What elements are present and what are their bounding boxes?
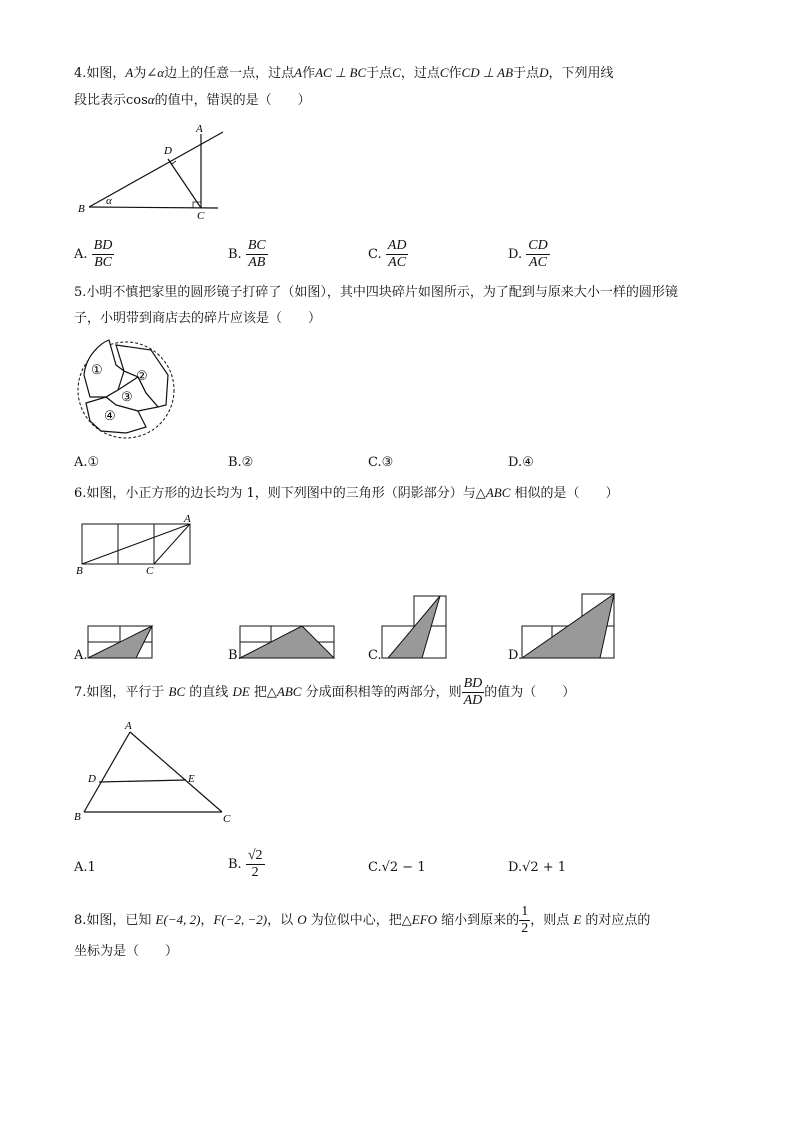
- q8-text: 缩小到原来的: [437, 913, 520, 928]
- option-label: A.: [74, 247, 88, 262]
- q5-line2: 子，小明带到商店去的碎片应该是（ ）: [74, 311, 322, 326]
- option-expr: √2 + 1: [522, 860, 567, 875]
- frac-num: CD: [528, 238, 548, 253]
- q4-stem: [74, 60, 734, 114]
- q6-label-b: B: [76, 565, 83, 577]
- q6-option-a-label[interactable]: A.: [74, 648, 88, 663]
- q4-expr: AC ⊥ BC: [315, 65, 367, 80]
- q7-figure: [74, 720, 244, 830]
- q4-label-d: D: [164, 145, 172, 157]
- q8-text: ，则点: [530, 913, 574, 928]
- q4-var: A: [125, 65, 134, 80]
- q4-option-b[interactable]: [228, 238, 268, 271]
- q5-piece-4: ④: [104, 409, 116, 424]
- q4-text: 作: [302, 66, 316, 81]
- q7-var: ABC: [276, 684, 302, 699]
- q4-text: 边上的任意一点，过点: [164, 66, 295, 81]
- q8-text: 的对应点的: [581, 913, 651, 928]
- q4-var: C: [439, 65, 449, 80]
- q8-text: ，: [200, 913, 214, 928]
- q4-label-a: A: [196, 123, 203, 135]
- option-label: D.: [508, 247, 523, 262]
- frac-den: AC: [529, 255, 547, 270]
- q5-piece-2: ②: [136, 369, 148, 384]
- q7-option-d[interactable]: [508, 860, 566, 875]
- q4-expr: CD ⊥ AB: [461, 65, 514, 80]
- q6-label-c: C: [146, 565, 154, 577]
- q4-var: C: [392, 65, 401, 80]
- q7-option-b[interactable]: [228, 848, 265, 881]
- q5-stem: [74, 280, 734, 332]
- q5-piece-1: ①: [91, 363, 103, 378]
- q6-option-b-label[interactable]: B.: [228, 648, 242, 663]
- frac-num: 1: [521, 904, 529, 919]
- q4-var: D: [539, 65, 549, 80]
- q8-text: ，以: [267, 913, 298, 928]
- fraction: [246, 238, 268, 271]
- q5-figure: [76, 335, 176, 443]
- q4-label-b: B: [78, 203, 85, 215]
- q4-number: 4.如图，: [74, 66, 126, 81]
- option-label: C.: [368, 860, 382, 875]
- q7-label-a: A: [125, 720, 132, 732]
- q7-option-a[interactable]: A.1: [74, 860, 96, 875]
- option-label: B.: [228, 247, 242, 262]
- q4-cos: cos: [126, 93, 148, 108]
- q4-text: 作: [448, 66, 462, 81]
- option-expr: √2 − 1: [381, 860, 426, 875]
- frac-den: AC: [388, 255, 407, 270]
- frac-num: √2: [247, 848, 263, 863]
- frac-num: BD: [93, 238, 113, 253]
- q6-option-d-figure[interactable]: [520, 592, 616, 660]
- q7-text: 7.如图，平行于: [74, 685, 169, 700]
- q7-label-c: C: [223, 813, 231, 825]
- frac-den: 2: [521, 921, 529, 936]
- q6-option-a-figure[interactable]: [86, 624, 154, 660]
- fraction: [246, 848, 265, 881]
- frac-den: BC: [94, 255, 112, 270]
- q5-option-a[interactable]: A.①: [74, 455, 100, 470]
- q6-option-c-label[interactable]: C.: [368, 648, 382, 663]
- option-label: C.: [368, 247, 382, 262]
- q4-var: α: [147, 92, 155, 107]
- q8-text: 为位似中心，把△: [306, 913, 412, 928]
- q7-text: 把△: [249, 685, 277, 700]
- q7-fraction: [462, 676, 485, 709]
- q7-text: 分成面积相等的两部分，则: [301, 685, 462, 700]
- q6-option-c-figure[interactable]: [380, 594, 448, 660]
- q4-text: 于点: [513, 66, 540, 81]
- q4-label-c: C: [197, 210, 205, 222]
- q6-main-figure: [76, 512, 196, 577]
- q4-text: ，下列用线: [548, 66, 614, 81]
- q7-label-b: B: [74, 811, 81, 823]
- q4-option-a[interactable]: [74, 238, 114, 271]
- q4-text: ，过点: [400, 66, 440, 81]
- option-label: B.: [228, 857, 242, 872]
- q7-label-d: D: [88, 773, 96, 785]
- q6-stem: [74, 480, 734, 507]
- q7-option-c[interactable]: [368, 860, 426, 875]
- frac-num: AD: [387, 238, 407, 253]
- q8-var: EFO: [411, 912, 438, 927]
- q7-stem: [74, 676, 734, 709]
- q5-option-d[interactable]: D.④: [508, 455, 534, 470]
- q7-var: DE: [232, 684, 250, 699]
- q5-piece-3: ③: [121, 390, 133, 405]
- q7-label-e: E: [188, 773, 195, 785]
- q8-point: F(−2, −2): [213, 912, 268, 927]
- q6-text: 6.如图，小正方形的边长均为 1，则下列图中的三角形（阴影部分）与△: [74, 486, 486, 501]
- q7-text: 的直线: [185, 685, 233, 700]
- q6-text: 相似的是（ ）: [510, 486, 619, 501]
- q8-text: 8.如图，已知: [74, 913, 156, 928]
- frac-den: 2: [251, 865, 259, 880]
- q8-fraction: [519, 904, 530, 937]
- q6-option-b-figure[interactable]: [238, 624, 336, 660]
- q4-figure: [76, 122, 226, 222]
- q8-stem: [74, 904, 734, 967]
- q4-text: 为∠: [133, 66, 158, 81]
- q8-var: E: [573, 912, 582, 927]
- q4-text: 于点: [366, 66, 393, 81]
- frac-den: AB: [248, 255, 266, 270]
- q4-var: α: [157, 65, 165, 80]
- q6-label-a: A: [184, 513, 191, 525]
- fraction: [92, 238, 115, 271]
- frac-den: AD: [463, 693, 483, 708]
- q4-text: 的值中，错误的是（ ）: [154, 93, 311, 108]
- q5-option-c[interactable]: C.③: [368, 455, 394, 470]
- q4-option-d[interactable]: [508, 238, 550, 271]
- q8-var: O: [297, 912, 307, 927]
- q6-var: ABC: [485, 485, 511, 500]
- q5-option-b[interactable]: B.②: [228, 455, 254, 470]
- frac-num: BC: [247, 238, 266, 253]
- fraction: [526, 238, 549, 271]
- q4-var: A: [294, 65, 303, 80]
- option-label: D.: [508, 860, 523, 875]
- q8-line2: 坐标为是（ ）: [74, 944, 179, 959]
- q4-option-c[interactable]: [368, 238, 408, 271]
- q4-text: 段比表示: [74, 93, 127, 108]
- q5-line1: 5.小明不慎把家里的圆形镜子打碎了（如图），其中四块碎片如图所示，为了配到与原来大小一样的圆形镜: [74, 285, 678, 300]
- q4-label-alpha: α: [106, 195, 112, 207]
- q8-point: E(−4, 2): [155, 912, 201, 927]
- frac-num: BD: [463, 676, 483, 691]
- fraction: [386, 238, 409, 271]
- q6-option-d-label[interactable]: D.: [508, 648, 523, 663]
- q7-var: BC: [168, 684, 186, 699]
- q7-text: 的值为（ ）: [484, 685, 576, 700]
